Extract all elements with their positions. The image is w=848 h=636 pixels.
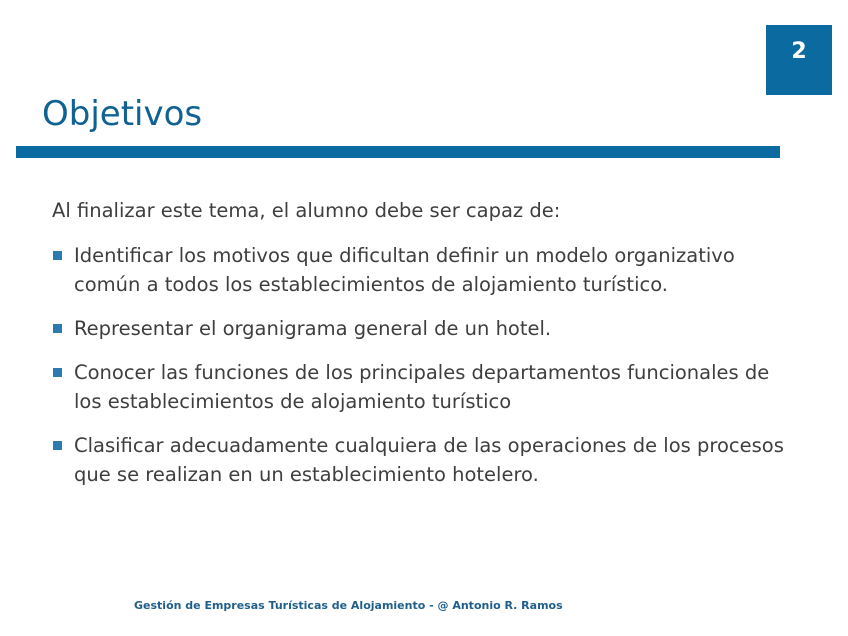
page-number: 2: [791, 39, 807, 64]
objective-text: Identificar los motivos que dificultan definir un modelo organizativo común a todos los establecimientos de alojamiento turístico.: [74, 244, 735, 296]
objective-text: Representar el organigrama general de un hotel.: [74, 317, 552, 340]
objective-text: Conocer las funciones de los principales departamentos funcionales de los establecimientos de alojamiento turístico: [74, 361, 770, 413]
square-bullet-icon: [53, 324, 62, 333]
objective-item: [52, 241, 792, 299]
title-divider: [16, 146, 780, 158]
square-bullet-icon: [53, 251, 62, 260]
objective-item: [52, 358, 792, 416]
objective-item: [52, 314, 792, 343]
objectives-list: [52, 241, 792, 504]
footer-text: Gestión de Empresas Turísticas de Alojamiento - @ Antonio R. Ramos: [134, 599, 563, 612]
intro-text: Al finalizar este tema, el alumno debe ser capaz de:: [52, 199, 561, 222]
page-number-badge: [766, 25, 832, 95]
objective-item: [52, 431, 792, 489]
objective-text: Clasificar adecuadamente cualquiera de las operaciones de los procesos que se realizan en un establecimiento hotelero.: [74, 434, 784, 486]
square-bullet-icon: [53, 368, 62, 377]
square-bullet-icon: [53, 441, 62, 450]
slide-title: Objetivos: [42, 94, 203, 134]
